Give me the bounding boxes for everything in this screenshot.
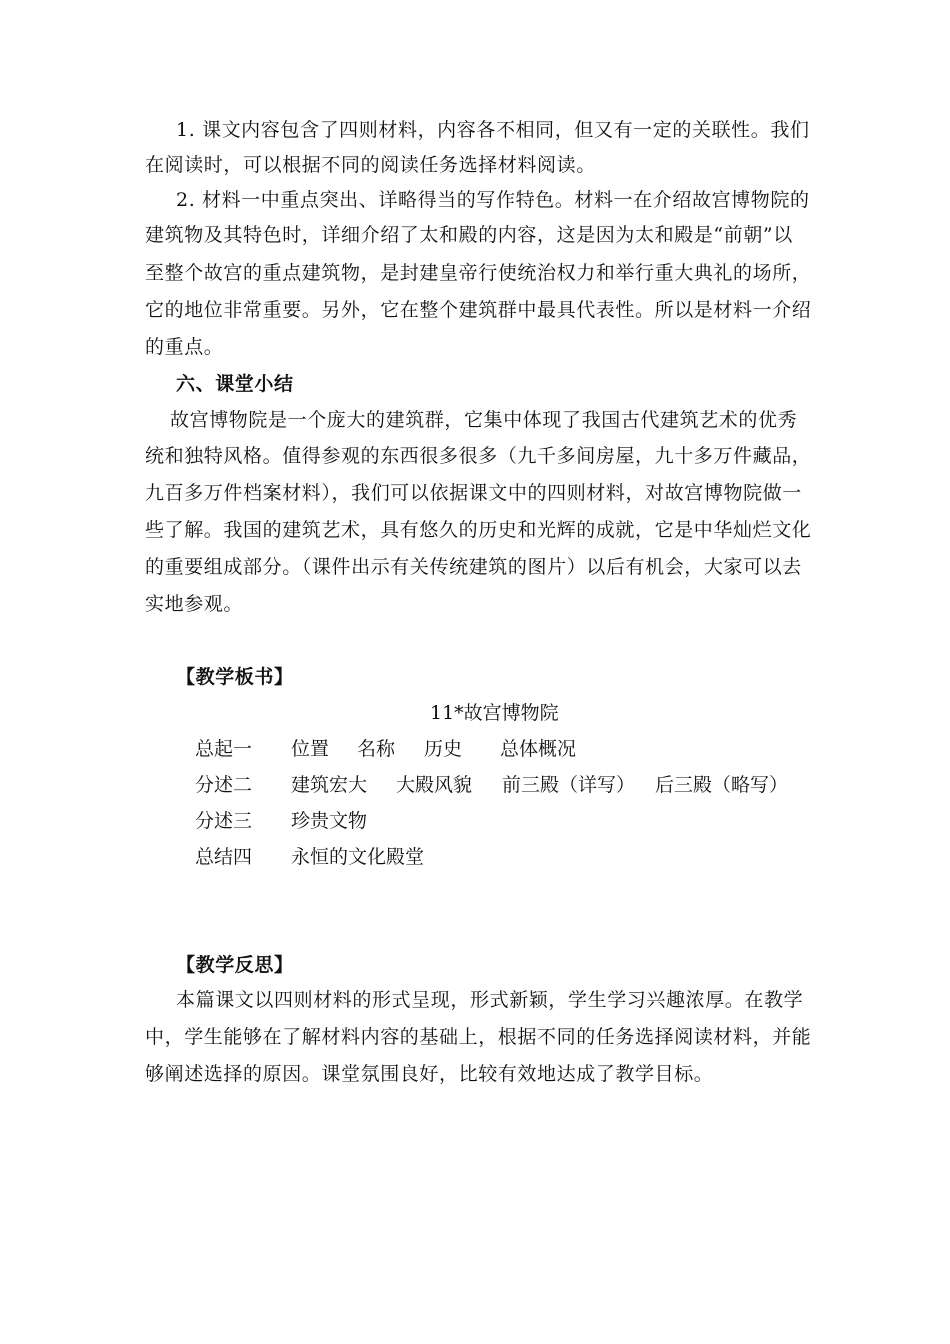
summary-line5: 的重要组成部分。（课件出示有关传统建筑的图片）以后有机会，大家可以去: [145, 556, 802, 578]
board-row2-item2: 大殿风貌: [396, 774, 473, 796]
board-row1-item3: 历史: [424, 738, 463, 760]
summary-line1: 故宫博物院是一个庞大的建筑群，它集中体现了我国古代建筑艺术的优秀: [170, 409, 798, 431]
board-row1-item4: 总体概况: [500, 738, 577, 760]
board-row4-item1: 永恒的文化殿堂: [291, 846, 425, 868]
reflection-line2: 中，学生能够在了解材料内容的基础上，根据不同的任务选择阅读材料，并能: [145, 1026, 812, 1048]
board-row3-item1: 珍贵文物: [291, 810, 368, 832]
summary-line2: 统和独特风格。值得参观的东西很多很多（九千多间房屋，九十多万件藏品，: [145, 445, 812, 467]
summary-line4: 些了解。我国的建筑艺术，具有悠久的历史和光辉的成就，它是中华灿烂文化: [145, 519, 812, 541]
summary-line3: 九百多万件档案材料），我们可以依据课文中的四则材料，对故宫博物院做一: [145, 482, 802, 504]
summary-line6: 实地参观。: [145, 593, 244, 615]
reflection-line3: 够阐述选择的原因。课堂氛围良好，比较有效地达成了教学目标。: [145, 1063, 714, 1085]
board-row2-label: 分述二: [195, 774, 253, 796]
item2-line2: 建筑物及其特色时，详细介绍了太和殿的内容，这是因为太和殿是“前朝”以: [145, 224, 793, 246]
item1-line2: 在阅读时，可以根据不同的阅读任务选择材料阅读。: [145, 154, 596, 176]
reflection-heading: 【教学反思】: [176, 954, 294, 976]
reflection-line1: 本篇课文以四则材料的形式呈现，形式新颖，学生学习兴趣浓厚。在教学: [176, 989, 804, 1011]
summary-heading: 六、课堂小结: [176, 373, 294, 395]
board-title: 11*故宫博物院: [430, 702, 559, 724]
board-row1-item2: 名称: [357, 738, 396, 760]
item2-line3: 至整个故宫的重点建筑物，是封建皇帝行使统治权力和举行重大典礼的场所，: [145, 262, 812, 284]
board-row2-item1: 建筑宏大: [291, 774, 368, 796]
item2-line4: 它的地位非常重要。另外，它在整个建筑群中最具代表性。所以是材料一介绍: [145, 299, 812, 321]
item2-line1: 2. 材料一中重点突出、详略得当的写作特色。材料一在介绍故宫博物院的: [176, 189, 810, 211]
board-row3-label: 分述三: [195, 810, 253, 832]
item1-line1: 1. 课文内容包含了四则材料，内容各不相同，但又有一定的关联性。我们: [176, 119, 810, 141]
board-row2-item3: 前三殿（详写）: [502, 774, 636, 796]
board-row1-label: 总起一: [195, 738, 253, 760]
board-row1-item1: 位置: [291, 738, 330, 760]
item2-line5: 的重点。: [145, 336, 224, 358]
board-heading: 【教学板书】: [176, 666, 294, 688]
board-row4-label: 总结四: [195, 846, 253, 868]
board-row2-item4: 后三殿（略写）: [655, 774, 789, 796]
